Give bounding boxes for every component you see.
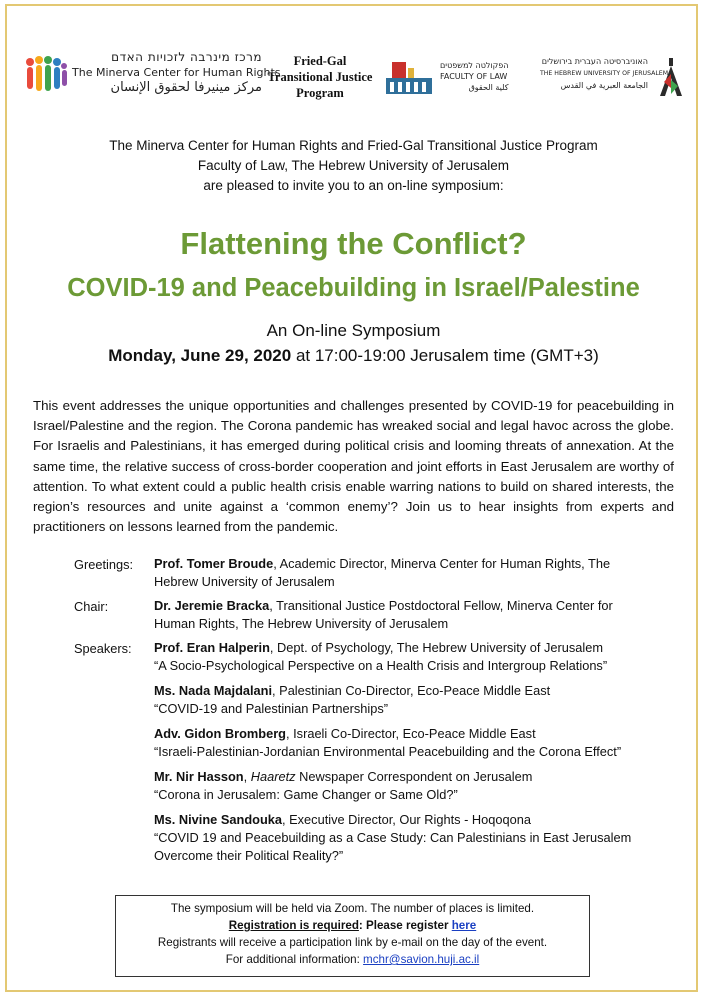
speaker-talk: “COVID-19 and Palestinian Partnerships” — [154, 701, 389, 716]
event-date: Monday, June 29, 2020 — [108, 346, 292, 365]
intro-text — [0, 136, 707, 196]
friedgal-program-label — [262, 53, 378, 101]
faculty-of-law-logo — [384, 58, 509, 98]
registration-line-2 — [116, 917, 589, 934]
event-subtitle: COVID-19 and Peacebuilding in Israel/Palestine — [67, 274, 640, 302]
speaker-entry — [154, 682, 654, 718]
speaker-entry — [154, 639, 654, 675]
law-hebrew: הפקולטה למשפטים — [440, 61, 509, 70]
registration-line-3: Registrants will receive a participation link by e-mail on the day of the event. — [157, 936, 548, 949]
huji-emblem-icon — [658, 56, 684, 98]
registration-box — [115, 895, 590, 977]
speaker-name: Mr. Nir Hasson — [154, 769, 244, 784]
speaker-role: , Israeli Co-Director, Eco-Peace Middle East — [286, 726, 536, 741]
chair-role: , Transitional Justice Postdoctoral Fellow, Minerva Center for Human Rights, The Hebrew University of Jerusalem — [154, 598, 613, 631]
event-description: This event addresses the unique opportunities and challenges presented by COVID-19 for peacebuilding in Israel/Palestine and the region. The Corona pandemic has wreaked social and legal havoc across the globe. For Israelis and Palestinians, it has emerged during political crisis and looming threats of annexation. At the same time, the relative success of cross-border cooperation and joint efforts in East Jerusalem are worthy of attention. To what extent could a public health crisis enable warring nations to build on shared interests, the region’s resources and unite against a ‘common enemy’? Join us to hear insights from experts and practitioners on lessons learned from the pandemic. — [33, 398, 674, 535]
huji-hebrew: האוניברסיטה העברית בירושלים — [541, 57, 648, 66]
registration-line-4 — [116, 951, 589, 968]
contact-email-link[interactable]: mchr@savion.huji.ac.il — [363, 953, 480, 966]
info-prefix: For additional information: — [225, 953, 364, 966]
speaker-name: Ms. Nivine Sandouka — [154, 812, 283, 827]
speaker-name: Ms. Nada Majdalani — [154, 683, 273, 698]
friedgal-line-3: Program — [296, 86, 344, 100]
minerva-center-logo — [22, 46, 281, 106]
law-arabic: كلية الحقوق — [468, 83, 509, 92]
minerva-people-icon — [22, 52, 68, 98]
chair-name: Dr. Jeremie Bracka — [154, 598, 270, 613]
minerva-english: The Minerva Center for Human Rights — [72, 66, 281, 79]
minerva-text — [72, 50, 281, 95]
registration-line-1: The symposium will be held via Zoom. The number of places is limited. — [170, 902, 535, 915]
minerva-arabic: مركز مينيرفا لحقوق الإنسان — [110, 80, 262, 95]
greetings-entry — [154, 555, 654, 591]
register-here-link[interactable]: here — [451, 919, 477, 932]
greetings-role: , Academic Director, Minerva Center for Human Rights, The Hebrew University of Jerusalem — [154, 556, 611, 589]
huji-english: THE HEBREW UNIVERSITY OF JERUSALEM — [540, 70, 669, 77]
registration-required: Registration is required — [228, 919, 359, 932]
speaker-talk: “A Socio-Psychological Perspective on a Health Crisis and Intergroup Relations” — [154, 658, 608, 673]
symposium-label: An On-line Symposium — [266, 321, 441, 340]
friedgal-line-1: Fried-Gal — [293, 54, 347, 68]
minerva-hebrew: מרכז מינרבה לזכויות האדם — [111, 50, 262, 64]
speaker-role: Newspaper Correspondent on Jerusalem — [295, 769, 533, 784]
speaker-entry: Mr. Nir Hasson, Haaretz Newspaper Correspondent on Jerusalem “Corona in Jerusalem: Game Changer or Same Old?” — [154, 768, 654, 804]
speakers-label: Speakers: — [74, 641, 132, 656]
greetings-name: Prof. Tomer Broude — [154, 556, 274, 571]
speaker-talk: “Corona in Jerusalem: Game Changer or Same Old?” — [154, 787, 458, 802]
registration-please: : Please register — [358, 919, 452, 932]
speaker-talk: “COVID 19 and Peacebuilding as a Case Study: Can Palestinians in East Jerusalem Overcome their Political Reality?” — [154, 830, 632, 863]
event-time: at 17:00-19:00 Jerusalem time (GMT+3) — [291, 346, 599, 365]
friedgal-line-2: Transitional Justice — [267, 70, 373, 84]
huji-text — [540, 56, 669, 92]
speaker-role: , Dept. of Psychology, The Hebrew University of Jerusalem — [269, 640, 604, 655]
chair-entry — [154, 597, 654, 633]
speaker-role: , Palestinian Co-Director, Eco-Peace Middle East — [272, 683, 551, 698]
speaker-entry — [154, 725, 654, 761]
chair-label: Chair: — [74, 599, 109, 614]
hebrew-university-logo — [540, 52, 690, 102]
greetings-label: Greetings: — [74, 557, 134, 572]
law-building-icon — [384, 58, 434, 96]
intro-line-2: Faculty of Law, The Hebrew University of Jerusalem — [197, 158, 510, 173]
law-english: FACULTY OF LAW — [440, 72, 508, 81]
intro-line-3: are pleased to invite you to an on-line symposium: — [203, 178, 504, 193]
event-title: Flattening the Conflict? — [180, 226, 527, 261]
intro-line-1: The Minerva Center for Human Rights and Fried-Gal Transitional Justice Program — [109, 138, 598, 153]
speaker-name: Prof. Eran Halperin — [154, 640, 270, 655]
speaker-role-italic: Haaretz — [250, 769, 296, 784]
speaker-talk: “Israeli-Palestinian-Jordanian Environmental Peacebuilding and the Corona Effect” — [154, 744, 622, 759]
law-text — [440, 60, 509, 93]
speaker-entry — [154, 811, 654, 865]
event-date-line — [0, 345, 707, 367]
huji-arabic: الجامعة العبرية في القدس — [560, 81, 648, 90]
speaker-role: , Executive Director, Our Rights - Hoqoqona — [282, 812, 531, 827]
speaker-name: Adv. Gidon Bromberg — [154, 726, 286, 741]
